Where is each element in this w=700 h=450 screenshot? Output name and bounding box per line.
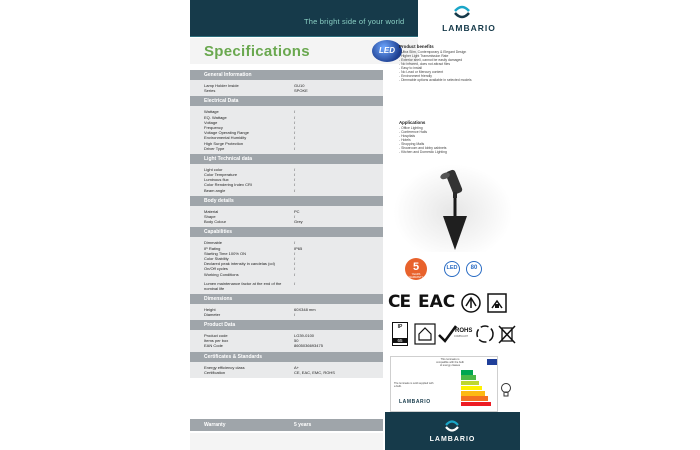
spec-key: Body Colour <box>204 219 227 225</box>
spec-row <box>204 343 383 348</box>
spec-row <box>204 312 383 317</box>
spec-key: Items per box <box>204 338 229 344</box>
spec-key: EAN Code <box>204 343 223 349</box>
section-heading: Body details <box>190 196 383 206</box>
warranty-5-years-icon <box>405 258 427 280</box>
list-item: - Dimmable options available in selected models <box>399 78 472 82</box>
spec-value: / <box>294 135 296 141</box>
benefits-title: Product benefits <box>399 44 434 49</box>
list-item: - Ultra Slim, Contemporary & Elegant Design <box>399 50 467 54</box>
spec-key: Lamp Holder Inside <box>204 83 239 88</box>
section-heading: General Information <box>190 70 383 80</box>
list-item: - No Lead or Mercury content <box>399 70 444 74</box>
spec-key: Energy efficiency class <box>204 364 245 370</box>
spec-value: / <box>294 109 296 115</box>
spec-key: Declared peak intensity in candelas (cd) <box>204 261 275 267</box>
spec-key: Frequency <box>204 124 223 130</box>
spec-key: Driver Type <box>204 145 225 151</box>
section-heading: Capabilities <box>190 227 383 237</box>
spec-value: LG39-0100 <box>294 333 315 339</box>
lambario-footer-logo-icon <box>444 420 460 432</box>
spec-value: IP65 <box>294 245 303 251</box>
spec-key: Color Rendering Index CRI <box>204 182 253 188</box>
list-item: - Shopping Malls <box>399 142 425 146</box>
energy-class-bar <box>461 386 482 391</box>
section-body <box>190 164 383 196</box>
spec-value: / <box>294 250 296 256</box>
spec-key: Color Stability <box>204 255 229 261</box>
spec-key: Working Conditions <box>204 271 239 277</box>
indoor-use-icon <box>486 292 508 314</box>
spec-value: 8605036693475 <box>294 343 323 349</box>
rohs-mark-icon: ROHS <box>455 328 473 334</box>
spec-key: Material <box>204 208 219 214</box>
spec-key: Diameter <box>204 311 221 317</box>
section-body <box>190 304 383 320</box>
list-item: - Hotels <box>399 138 411 142</box>
warranty-value: 5 years <box>294 422 312 428</box>
ip-value: 65 <box>393 338 407 343</box>
section-heading: Dimensions <box>190 294 383 304</box>
ip65-icon <box>392 322 408 346</box>
spec-value: / <box>294 311 296 317</box>
spec-key: Lumen maintenance factor at the end of the nominal life <box>204 280 282 291</box>
product-image <box>393 164 513 252</box>
spec-key: Certification <box>204 369 226 375</box>
list-item: - Exterior shell, cannot be easily damaged <box>399 58 463 62</box>
spec-value: / <box>294 280 296 286</box>
spec-row <box>204 188 383 193</box>
footer-wordmark: LAMBARIO <box>429 436 476 443</box>
led-icon: LED <box>444 261 460 277</box>
class-ii-insulation-icon <box>460 292 482 314</box>
spec-key: EQ. Wattage <box>204 114 227 120</box>
footer-band <box>385 412 520 450</box>
spec-key: IP Rating <box>204 245 221 251</box>
warranty-badge-sub: YEARS WARRANTY <box>408 273 424 279</box>
energy-label-brand: LAMBARIO <box>399 399 431 405</box>
spec-value: CE, EAC, EMC, ROHS <box>294 369 335 375</box>
spec-value: PC <box>294 208 300 214</box>
spec-key: Voltage <box>204 119 218 125</box>
logo-wordmark: LAMBARIO <box>442 23 496 33</box>
list-item: - Easy to install <box>399 66 422 70</box>
spec-value: / <box>294 255 296 261</box>
bulb-icon <box>499 382 513 398</box>
list-item: - Higher Light Transmission Rate <box>399 54 449 58</box>
energy-scale <box>461 370 491 408</box>
spec-key: Starting Time 100% ON <box>204 250 247 256</box>
spec-key: On/Off cycles <box>204 266 228 272</box>
section-heading: Light Technical data <box>190 154 383 164</box>
spec-key: Dimmable <box>204 240 223 246</box>
eu-flag-icon <box>487 359 497 365</box>
list-item: - Hospitals <box>399 134 416 138</box>
spec-value: / <box>294 119 296 125</box>
spec-key: Wattage <box>204 109 219 115</box>
footer-left-strip <box>190 433 383 450</box>
energy-class-bar <box>461 381 479 386</box>
recycle-icon <box>474 323 496 345</box>
list-item: - Kitchen and Domestic Lighting <box>399 150 447 154</box>
ce-mark-icon: CE <box>388 292 411 312</box>
spec-row <box>204 281 383 291</box>
spec-key: Product code <box>204 333 228 339</box>
spec-value: / <box>294 214 296 219</box>
tagline: The bright side of your world <box>304 17 405 26</box>
spec-value: / <box>294 240 296 246</box>
spec-value: 60X348 mm <box>294 306 316 312</box>
spec-row <box>204 146 383 151</box>
cri-80-icon: 80 <box>466 261 482 277</box>
list-item: - Office Lighting <box>399 126 423 130</box>
spec-value: / <box>294 166 296 172</box>
spec-value: / <box>294 182 296 188</box>
section-heading: Product Data <box>190 320 383 330</box>
spec-value: GU10 <box>294 83 305 88</box>
energy-label-text-mid: The luminaire is sold supplied with a bulb. <box>394 382 434 389</box>
list-item: - Showroom and lobby cabinets <box>399 146 447 150</box>
lambario-logo-icon <box>453 5 471 19</box>
house-icon <box>414 323 436 345</box>
cert-row-2 <box>392 322 520 350</box>
weee-bin-icon <box>496 323 518 345</box>
spec-value: / <box>294 261 296 267</box>
spec-value: A+ <box>294 364 300 370</box>
energy-class-bar <box>461 402 491 407</box>
ip-label: IP <box>397 324 403 330</box>
spec-key: Light color <box>204 166 223 172</box>
applications-title: Applications <box>399 120 426 125</box>
list-item: - Environment friendly <box>399 74 432 78</box>
warranty-bar <box>190 419 383 431</box>
section-body <box>190 330 383 352</box>
spec-value: SPOKE <box>294 88 308 94</box>
spec-key: High Surge Protection <box>204 140 244 146</box>
spec-row <box>204 88 383 93</box>
spec-value: / <box>294 187 296 193</box>
energy-class-bar <box>461 370 473 375</box>
header-divider <box>190 36 418 37</box>
list-item: - Conference Halls <box>399 130 428 134</box>
right-column <box>385 40 520 412</box>
checkmark-icon <box>436 323 458 345</box>
warranty-label: Warranty <box>204 422 226 428</box>
spec-value: / <box>294 114 296 120</box>
led-badge-icon: LED <box>372 40 402 62</box>
spec-value: / <box>294 271 296 277</box>
badges-row <box>405 258 505 282</box>
spec-row <box>204 370 383 375</box>
spec-value: 50 <box>294 338 299 344</box>
energy-class-bar <box>461 391 485 396</box>
spec-key: Height <box>204 306 216 312</box>
list-item: - No infrared, does not attract flies <box>399 62 451 66</box>
spec-row <box>204 219 383 224</box>
spec-value: / <box>294 266 296 272</box>
applications-list <box>399 126 509 154</box>
spec-key: Environmental Humidity <box>204 135 247 141</box>
section-body <box>190 206 383 228</box>
spec-value: / <box>294 177 296 183</box>
section-body <box>190 80 383 96</box>
spec-key: Luminous flux <box>204 177 229 183</box>
spec-key: Beam angle <box>204 187 226 193</box>
spec-key: Color Temperature <box>204 172 238 178</box>
energy-label-text-top: This luminaire is compatible with the bulb of energy classes <box>436 358 464 368</box>
header-logo <box>418 0 520 37</box>
warranty-badge-number: 5 <box>412 261 420 273</box>
spec-value: / <box>294 172 296 178</box>
section-body <box>190 237 383 293</box>
section-body <box>190 106 383 154</box>
spec-key: Series <box>204 88 216 94</box>
cert-row-1 <box>388 292 518 314</box>
section-body <box>190 362 383 378</box>
energy-label <box>385 356 520 412</box>
section-heading: Certificates & Standards <box>190 352 383 362</box>
header-band <box>190 0 520 37</box>
energy-class-bar <box>461 396 488 401</box>
energy-class-bar <box>461 375 476 380</box>
spec-value: / <box>294 130 296 136</box>
spec-value: / <box>294 124 296 130</box>
benefits-list <box>399 50 509 82</box>
spec-key: Voltage Operating Range <box>204 130 249 136</box>
rohs-sub: COMPLIANT <box>454 335 468 338</box>
spec-value: Grey <box>294 219 303 225</box>
spec-row <box>204 272 383 277</box>
spec-value: / <box>294 145 296 151</box>
section-heading: Electrical Data <box>190 96 383 106</box>
spec-key: Shape <box>204 214 216 219</box>
page-title: Specifications <box>204 43 310 60</box>
spec-table <box>190 70 383 378</box>
spec-value: / <box>294 140 296 146</box>
spec-sheet <box>190 0 520 450</box>
eac-mark-icon: EAC <box>418 292 456 312</box>
